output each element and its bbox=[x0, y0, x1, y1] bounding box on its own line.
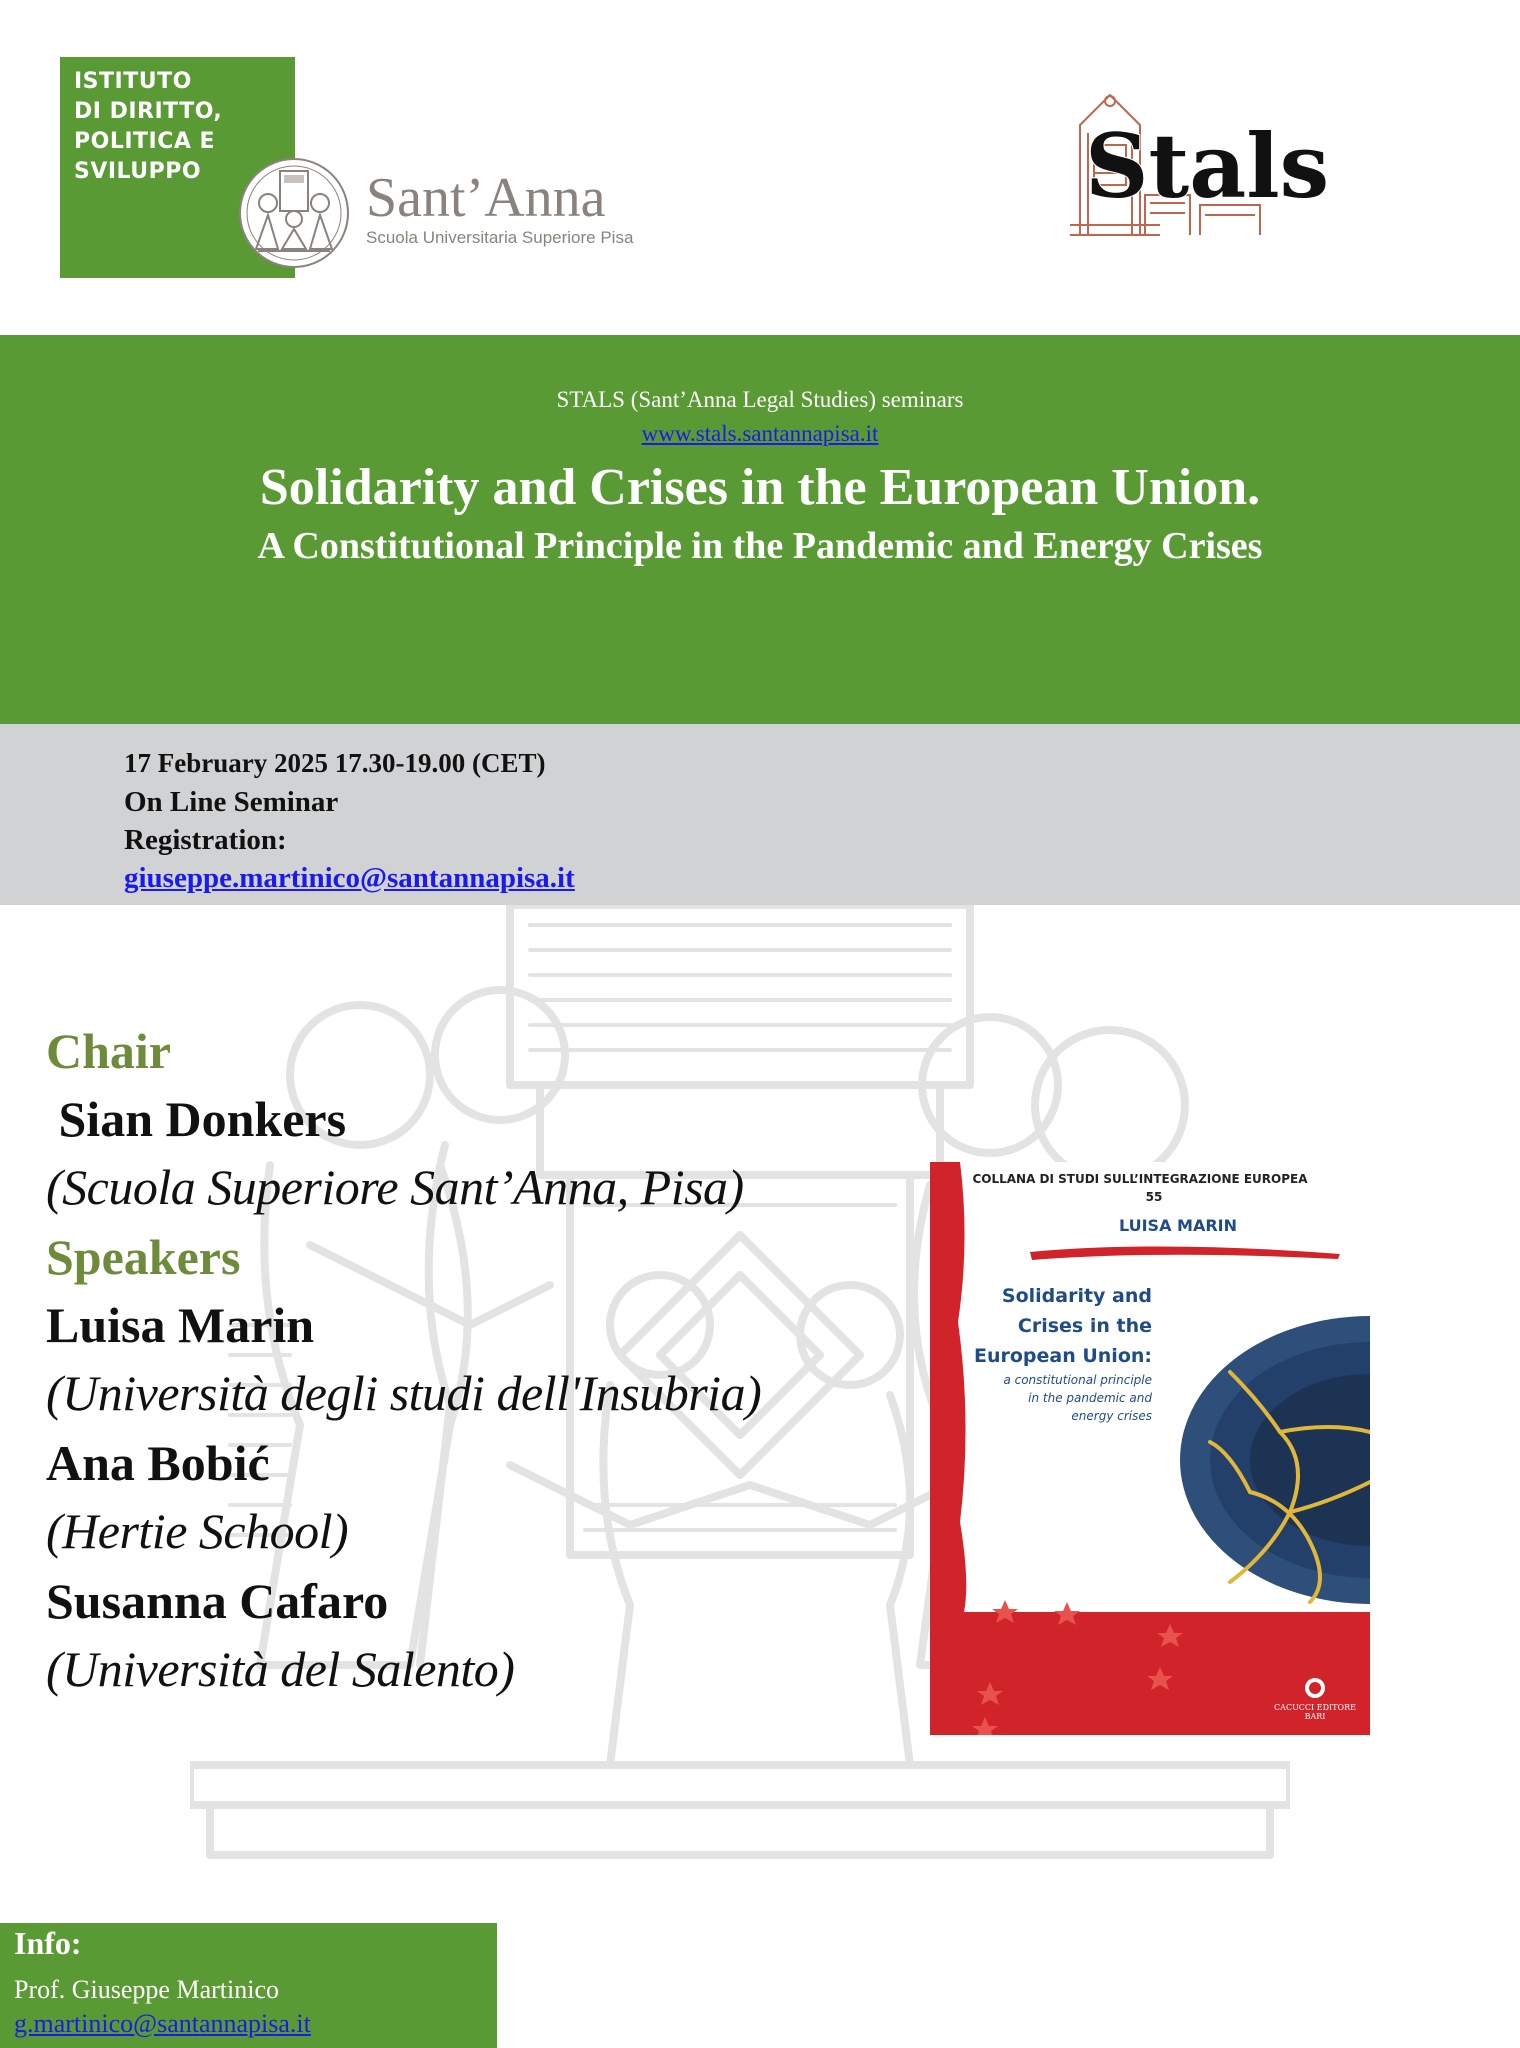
book-title-line: European Union: bbox=[973, 1345, 1152, 1367]
event-info-band bbox=[0, 724, 1520, 905]
book-cover bbox=[930, 1162, 1370, 1735]
university-subtitle: Scuola Universitaria Superiore Pisa bbox=[366, 228, 634, 247]
contact-name: Prof. Giuseppe Martinico bbox=[14, 1975, 280, 2004]
book-title-line: Crises in the bbox=[1017, 1315, 1152, 1337]
event-datetime: 17 February 2025 17.30-19.00 (CET) bbox=[124, 748, 546, 778]
book-publisher: BARI bbox=[1304, 1712, 1326, 1721]
book-subtitle-line: a constitutional principle bbox=[1003, 1373, 1152, 1387]
speakers-heading: Speakers bbox=[46, 1229, 241, 1285]
registration-label: Registration: bbox=[124, 824, 287, 856]
speaker-affiliation: (Università degli studi dell'Insubria) bbox=[46, 1365, 762, 1421]
book-author: LUISA MARIN bbox=[1118, 1216, 1238, 1235]
book-subtitle-line: energy crises bbox=[1071, 1409, 1152, 1423]
website-link[interactable]: www.stals.santannapisa.it bbox=[641, 421, 879, 446]
chair-heading: Chair bbox=[46, 1023, 171, 1079]
speaker-name: Luisa Marin bbox=[46, 1297, 315, 1353]
chair-name: Sian Donkers bbox=[46, 1091, 347, 1147]
seminar-title: Solidarity and Crises in the European Union. bbox=[259, 459, 1261, 516]
speaker-affiliation: (Università del Salento) bbox=[46, 1641, 515, 1697]
speakers-list bbox=[46, 1022, 761, 1710]
speaker-name: Susanna Cafaro bbox=[46, 1573, 389, 1629]
info-heading: Info: bbox=[14, 1925, 82, 1961]
title-banner bbox=[0, 335, 1520, 724]
seminar-subtitle: A Constitutional Principle in the Pandemic and Energy Crises bbox=[257, 525, 1263, 567]
chair-affiliation: (Scuola Superiore Sant’Anna, Pisa) bbox=[46, 1159, 744, 1215]
event-format: On Line Seminar bbox=[124, 786, 339, 818]
book-title-line: Solidarity and bbox=[1001, 1285, 1152, 1307]
book-series: Collana di Studi sull’integrazione europea bbox=[972, 1172, 1308, 1186]
institute-line: DI DIRITTO, bbox=[74, 99, 223, 124]
book-number: 55 bbox=[1145, 1190, 1163, 1204]
book-publisher: CACUCCI EDITORE bbox=[1274, 1703, 1356, 1712]
institute-line: POLITICA E bbox=[74, 129, 216, 154]
registration-email-link[interactable]: giuseppe.martinico@santannapisa.it bbox=[124, 862, 575, 894]
speaker-name: Ana Bobić bbox=[46, 1435, 270, 1491]
institute-line: SVILUPPO bbox=[74, 159, 202, 184]
university-name: Sant’Anna bbox=[366, 167, 606, 229]
stals-logo bbox=[1050, 85, 1400, 245]
speaker-affiliation: (Hertie School) bbox=[46, 1503, 349, 1559]
info-footer bbox=[0, 1923, 497, 2048]
stals-logo-text: Stals bbox=[1085, 114, 1330, 218]
santanna-seal-icon bbox=[238, 157, 350, 269]
contact-email-link[interactable]: g.martinico@santannapisa.it bbox=[14, 2009, 311, 2038]
seminar-series: STALS (Sant’Anna Legal Studies) seminars bbox=[556, 387, 964, 412]
book-subtitle-line: in the pandemic and bbox=[1028, 1391, 1152, 1405]
institute-line: ISTITUTO bbox=[74, 69, 192, 94]
